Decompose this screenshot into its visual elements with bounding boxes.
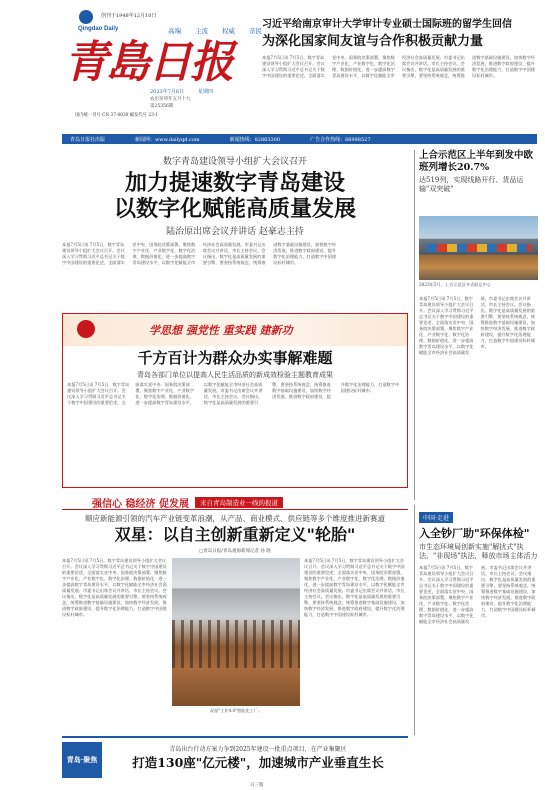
campaign-headline: 千方百计为群众办实事解难题 [137, 349, 333, 367]
nav-item: 高端 [168, 27, 181, 35]
lead-headline-1: 加力提速数字青岛建设 [124, 170, 345, 196]
publisher: 青岛日报社出版 [70, 136, 106, 143]
newspaper-logo: 青島日报 [64, 37, 232, 88]
econ-section [62, 496, 408, 774]
factory-photo [172, 558, 300, 706]
econ-tagline-text: 强信心 稳经济 促发展 [92, 499, 189, 510]
bottom-section-label: 青岛·聚焦 [62, 742, 102, 778]
top-story-title: 习近平给南京审计大学审计专业硕士国际班的留学生回信 [262, 19, 512, 30]
nav-item: 亲民 [249, 27, 262, 35]
lead-story [62, 148, 408, 300]
issue-date: 2023年7月6日 [150, 89, 185, 95]
masthead-nav [168, 26, 262, 35]
party-emblem-icon [77, 320, 95, 338]
sidebar-subtitle: 达519列，实现线路开行、货品运输"双突破" [419, 176, 524, 193]
bottom-headline: 打造130座"亿元楼"，加速城市产业垂直生长 [132, 755, 384, 770]
lead-body: 本报7月5日讯 7月5日，数字青岛建设领导小组扩大会议召开。会议深入学习贯彻习近平总书记关于数字中国建设的重要论述，全面落实党中央、国务院决策部署，聚焦数字产业化、产业数字化、数字化治理、数据价值化，进一步提高数字青岛建设水平，以数字化赋能全市经济社会高质量发展。市委书记出席会议并讲话，市长主持会议。会议指出，数字化是高质量发展的重要引擎，要坚持系统观念，统筹推进数字基础设施建设，加快数字经济发展，推进数字政府建设，提升数字化治理能力，打造数字中国建设标杆城市。 [62, 242, 336, 265]
left-margin [0, 0, 60, 790]
top-story-headline: 为深化国家间友谊与合作积极贡献力量 [262, 34, 484, 49]
bottom-kicker: 青岛出台行动方案力争到2025年建设一批重点项目，在产业集聚区 [169, 746, 347, 753]
campaign-section [62, 313, 408, 488]
ads-hotline: 广告合作热线：66988527 [310, 136, 371, 143]
freight-train-photo [419, 216, 538, 280]
news-hotline: 新闻热线：82863300 [229, 136, 281, 143]
founded-line: 创刊于1948年12月10日 [101, 13, 157, 19]
campaign-banner [63, 314, 407, 346]
econ-body-left: 本报7月5日讯 7月5日，数字青岛建设领导小组扩大会议召开。会议深入学习贯彻习近平总书记关于数字中国建设的重要论述，全面落实党中央、国务院决策部署，聚焦数字产业化、产业数字化、数字化治理、数据价值化，进一步提高数字青岛建设水平，以数字化赋能全市经济社会高质量发展。市委书记出席会议并讲话，市长主持会议。会议指出，数字化是高质量发展的重要引擎，要坚持系统观念，统筹推进数字基础设施建设，加快数字经济发展，推进数字政府建设，提升数字化治理能力，打造数字中国建设标杆城市。 [62, 558, 167, 617]
econ-body-right: 本报7月5日讯 7月5日，数字青岛建设领导小组扩大会议召开。会议深入学习贯彻习近平总书记关于数字中国建设的重要论述，全面落实党中央、国务院决策部署，聚焦数字产业化、产业数字化、数字化治理、数据价值化，进一步提高数字青岛建设水平，以数字化赋能全市经济社会高质量发展。市委书记出席会议并讲话，市长主持会议。会议指出，数字化是高质量发展的重要引擎，要坚持系统观念，统筹推进数字基础设施建设，加快数字经济发展，推进数字政府建设，提升数字化治理能力，打造数字中国建设标杆城市。 [304, 558, 405, 617]
top-story-body: 本报7月5日讯 7月5日，数字青岛建设领导小组扩大会议召开。会议深入学习贯彻习近平总书记关于数字中国建设的重要论述，全面落实党中央、国务院决策部署，聚焦数字产业化、产业数字化、数字化治理、数据价值化，进一步提高数字青岛建设水平，以数字化赋能全市经济社会高质量发展。市委书记出席会议并讲话，市长主持会议。会议指出，数字化是高质量发展的重要引擎，要坚持系统观念，统筹推进数字基础设施建设，加快数字经济发展，推进数字政府建设，提升数字化治理能力，打造数字中国建设标杆城市。 [262, 55, 535, 78]
lunar-date: 农历癸卯年五月十九 [150, 97, 191, 102]
weekday: 星期四 [198, 89, 214, 95]
page-number: 日三版 [250, 783, 264, 788]
brand-name: Qingdao Daily [78, 26, 119, 32]
bottom-banner [62, 736, 408, 782]
econ-tagline [62, 496, 408, 510]
website-link[interactable]: 新闻网：www.dailyqd.com [135, 136, 200, 143]
campaign-body: 本报7月5日讯 7月5日，数字青岛建设领导小组扩大会议召开。会议深入学习贯彻习近平总书记关于数字中国建设的重要论述，全面落实党中央、国务院决策部署，聚焦数字产业化、产业数字化、数字化治理、数据价值化，进一步提高数字青岛建设水平，以数字化赋能全市经济社会高质量发展。市委书记出席会议并讲话，市长主持会议。会议指出，数字化是高质量发展的重要引擎，要坚持系统观念，统筹推进数字基础设施建设，加快数字经济发展，推进数字政府建设，提升数字化治理能力，打造数字中国建设标杆城市。 [67, 382, 400, 405]
right-column-title: 入全钞厂助"环保体检" [419, 527, 530, 540]
right-section-tag: 中国·走进 [419, 512, 453, 523]
econ-headline: 双星：以自主创新重新定义"轮胎" [114, 525, 356, 544]
publication-codes: 国内统一刊号 CN 37-0030 邮发代号 23-1 [75, 113, 158, 118]
econ-byline: □青岛日报/青岛观海新闻记者 孙 晓 [199, 549, 271, 554]
issue-number: 第25356期 [150, 104, 174, 109]
top-story [262, 18, 537, 132]
sidebar-photo-caption: 2023年5月，上合示范区多式联运中心 [419, 282, 491, 287]
lead-headline-2: 以数字化赋能高质量发展 [113, 196, 356, 222]
econ-tag-label: 来自青岛制造业一线的报道 [195, 497, 283, 508]
nav-item: 权威 [222, 27, 235, 35]
daily-logo-emblem [79, 10, 93, 24]
sidebar-story [414, 150, 539, 500]
lead-kicker: 数字青岛建设领导小组扩大会议召开 [162, 157, 307, 167]
info-strip [62, 134, 537, 144]
campaign-slogan: 学思想 强党性 重实践 建新功 [149, 324, 293, 337]
nav-item: 主流 [195, 27, 208, 35]
right-column [414, 505, 539, 735]
sidebar-body: 本报7月5日讯 7月5日，数字青岛建设领导小组扩大会议召开。会议深入学习贯彻习近平总书记关于数字中国建设的重要论述，全面落实党中央、国务院决策部署，聚焦数字产业化、产业数字化、数字化治理、数据价值化，进一步提高数字青岛建设水平，以数字化赋能全市经济社会高质量发展。市委书记出席会议并讲话，市长主持会议。会议指出，数字化是高质量发展的重要引擎，要坚持系统观念，统筹推进数字基础设施建设，加快数字经济发展，推进数字政府建设，提升数字化治理能力，打造数字中国建设标杆城市。 [419, 296, 535, 355]
sidebar-title: 上合示范区上半年到发中欧班列增长20.7% [419, 150, 534, 173]
econ-kicker: 顺应新能源引领的汽车产业链变革浪潮，从产品、商业模式、供应链等多个维度推进新赛道 [85, 514, 385, 523]
lead-byline: 陆治原出席会议并讲话 赵豪志主持 [166, 227, 304, 237]
right-column-body: 本报7月5日讯 7月5日，数字青岛建设领导小组扩大会议召开。会议深入学习贯彻习近平总书记关于数字中国建设的重要论述，全面落实党中央、国务院决策部署，聚焦数字产业化、产业数字化、数字化治理、数据价值化，进一步提高数字青岛建设水平，以数字化赋能全市经济社会高质量发展。市委书记出席会议并讲话，市长主持会议。会议指出，数字化是高质量发展的重要引擎，要坚持系统观念，统筹推进数字基础设施建设，加快数字经济发展，推进数字政府建设，提升数字化治理能力，打造数字中国建设标杆城市。 [419, 565, 536, 624]
right-column-subtitle: 市生态环境局创新实施"解扰式"执法、"非现场"执法，释放市场主体活力 [419, 543, 538, 560]
factory-photo-caption: 双星"工业4.0"智能化工厂。 [209, 708, 263, 713]
campaign-subtitle: 青岛各部门单位以提高人民生活品质的新成效检验主题教育成果 [137, 371, 333, 379]
